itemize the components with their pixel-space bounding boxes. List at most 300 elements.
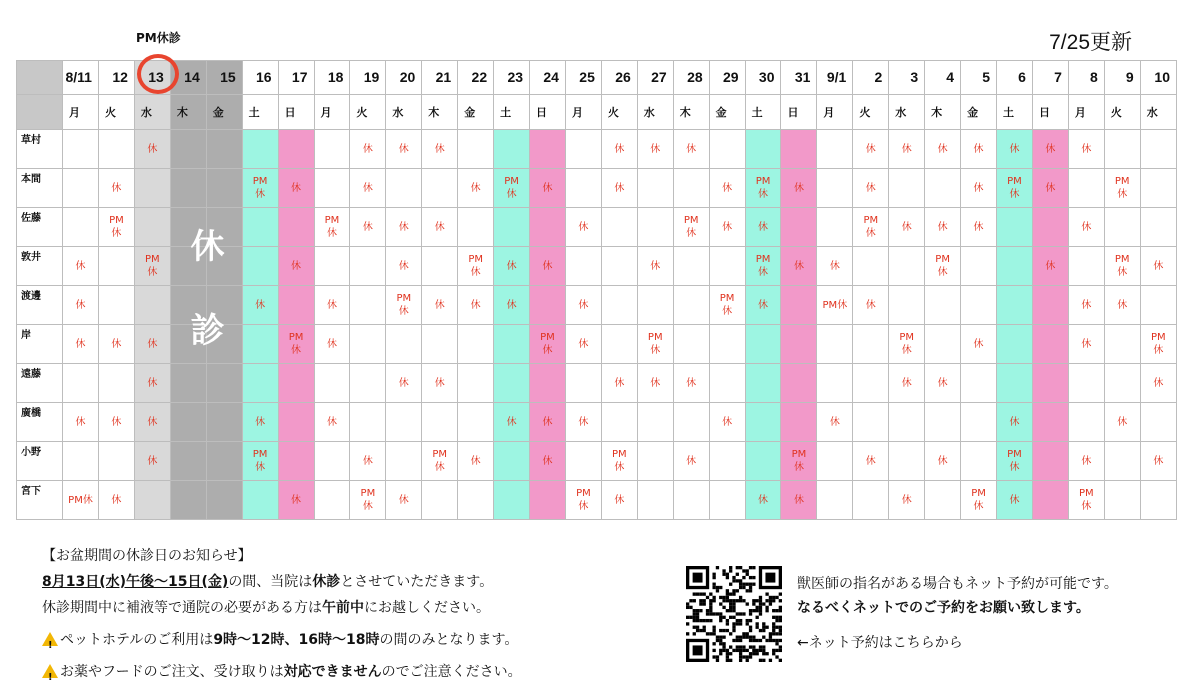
schedule-mark: 休 [147, 455, 158, 467]
schedule-mark: 休 [1081, 299, 1092, 311]
schedule-cell [1032, 286, 1068, 325]
schedule-mark: PM [396, 293, 412, 304]
schedule-cell [781, 403, 817, 442]
schedule-cell [961, 403, 997, 442]
schedule-cell [314, 481, 350, 520]
schedule-mark: 休 [758, 267, 769, 278]
schedule-cell [314, 403, 350, 442]
schedule-cell [530, 364, 566, 403]
schedule-mark: 休 [506, 416, 517, 428]
schedule-mark: 休 [758, 189, 769, 200]
schedule-mark: 休 [758, 299, 769, 311]
schedule-cell [997, 169, 1033, 208]
schedule-cell [530, 169, 566, 208]
schedule-cell [494, 169, 530, 208]
obon-notice [42, 543, 522, 685]
schedule-cell [98, 247, 134, 286]
schedule-cell [530, 286, 566, 325]
schedule-cell [314, 208, 350, 247]
schedule-cell [1032, 247, 1068, 286]
schedule-mark: 休 [650, 345, 661, 356]
weekday-cell: 土 [745, 95, 781, 130]
schedule-cell [781, 247, 817, 286]
weekday-cell: 木 [170, 95, 206, 130]
schedule-mark: PM [468, 254, 483, 265]
staff-name: 遠藤 [17, 364, 63, 403]
online-line-2: なるべくネットでのご予約をお願い致します。 [797, 600, 1090, 616]
schedule-cell [781, 481, 817, 520]
schedule-cell [242, 364, 278, 403]
schedule-mark: 休 [865, 228, 876, 239]
schedule-mark: 休 [362, 501, 373, 512]
schedule-mark: 休 [326, 338, 337, 350]
schedule-cell [494, 247, 530, 286]
date-cell: 19 [350, 61, 386, 95]
schedule-cell [1140, 364, 1176, 403]
schedule-cell [565, 364, 601, 403]
schedule-cell [1140, 208, 1176, 247]
schedule-cell [853, 247, 889, 286]
schedule-cell [889, 130, 925, 169]
schedule-cell [889, 247, 925, 286]
schedule-cell [458, 130, 494, 169]
schedule-mark: 休 [973, 143, 984, 155]
schedule-cell [63, 169, 99, 208]
date-cell: 10 [1140, 61, 1176, 95]
schedule-cell [637, 130, 673, 169]
schedule-cell [458, 481, 494, 520]
schedule-cell [601, 403, 637, 442]
schedule-mark: 休 [362, 221, 373, 233]
schedule-cell [817, 286, 853, 325]
schedule-mark: 休 [937, 267, 948, 278]
schedule-mark: 休 [542, 260, 553, 272]
schedule-mark: PM [1007, 176, 1022, 187]
schedule-cell [565, 286, 601, 325]
schedule-cell [997, 403, 1033, 442]
schedule-mark: 休 [1117, 267, 1128, 278]
schedule-cell [565, 442, 601, 481]
schedule-mark: 休 [614, 377, 625, 389]
schedule-cell [458, 208, 494, 247]
schedule-mark: PM [540, 332, 555, 343]
schedule-mark: 休 [255, 299, 266, 311]
weekday-cell: 火 [601, 95, 637, 130]
schedule-cell [817, 130, 853, 169]
notice-line-1: 8月13日(水)午後〜15日(金)の間、当院は休診とさせていただきます。 [42, 574, 494, 590]
date-cell: 20 [386, 61, 422, 95]
schedule-mark: 休 [291, 260, 302, 272]
weekday-cell: 日 [781, 95, 817, 130]
schedule-cell [530, 208, 566, 247]
schedule-cell [601, 130, 637, 169]
schedule-mark: PM [1151, 332, 1166, 343]
schedule-cell [206, 403, 242, 442]
weekday-cell: 金 [709, 95, 745, 130]
schedule-cell [386, 208, 422, 247]
schedule-cell [745, 481, 781, 520]
schedule-mark: 休 [111, 182, 122, 194]
schedule-cell [889, 208, 925, 247]
staff-name: 宮下 [17, 481, 63, 520]
date-cell: 25 [565, 61, 601, 95]
schedule-cell [134, 364, 170, 403]
schedule-cell [350, 169, 386, 208]
schedule-cell [709, 208, 745, 247]
date-cell: 12 [98, 61, 134, 95]
schedule-mark: PM [1114, 176, 1130, 187]
schedule-cell [63, 286, 99, 325]
staff-name: 廣橋 [17, 403, 63, 442]
schedule-cell [134, 403, 170, 442]
schedule-cell [314, 364, 350, 403]
schedule-cell [889, 403, 925, 442]
schedule-cell [637, 169, 673, 208]
schedule-cell [206, 481, 242, 520]
weekday-cell: 火 [1104, 95, 1140, 130]
schedule-mark: 休 [865, 455, 876, 467]
schedule-cell [925, 403, 961, 442]
schedule-mark: 休 [470, 267, 481, 278]
header-corner [17, 61, 63, 95]
schedule-mark: 休 [614, 182, 625, 194]
schedule-cell [134, 247, 170, 286]
weekday-cell: 水 [1140, 95, 1176, 130]
schedule-cell [350, 403, 386, 442]
schedule-cell [1068, 325, 1104, 364]
schedule-cell [961, 286, 997, 325]
schedule-cell [1068, 247, 1104, 286]
date-cell: 2 [853, 61, 889, 95]
schedule-cell [422, 130, 458, 169]
schedule-mark: 休 [147, 377, 158, 389]
schedule-mark: 休 [937, 455, 948, 467]
schedule-cell [458, 247, 494, 286]
weekday-cell: 月 [817, 95, 853, 130]
schedule-mark: 休 [1009, 189, 1020, 200]
schedule-cell [1032, 169, 1068, 208]
warning-icon [42, 632, 58, 646]
schedule-cell [673, 247, 709, 286]
weekday-cell: 月 [63, 95, 99, 130]
date-cell: 9/1 [817, 61, 853, 95]
schedule-cell [601, 364, 637, 403]
schedule-cell [925, 481, 961, 520]
online-line-1: 獣医師の指名がある場合もネット予約が可能です。 [797, 576, 1118, 592]
date-cell: 23 [494, 61, 530, 95]
schedule-mark: 休 [973, 338, 984, 350]
schedule-cell [673, 169, 709, 208]
schedule-cell [925, 247, 961, 286]
schedule-cell [853, 286, 889, 325]
schedule-mark: 休 [865, 143, 876, 155]
date-header-row [17, 61, 1177, 95]
schedule-cell [601, 208, 637, 247]
schedule-cell [350, 286, 386, 325]
schedule-cell [817, 208, 853, 247]
schedule-mark: 休 [865, 182, 876, 194]
schedule-cell [673, 130, 709, 169]
schedule-cell [386, 247, 422, 286]
weekday-cell: 月 [565, 95, 601, 130]
weekday-cell: 金 [206, 95, 242, 130]
schedule-cell [1068, 442, 1104, 481]
schedule-mark: 休 [147, 267, 158, 278]
schedule-cell [565, 481, 601, 520]
schedule-cell [422, 247, 458, 286]
schedule-cell [422, 364, 458, 403]
schedule-mark: 休 [686, 455, 697, 467]
schedule-cell [458, 403, 494, 442]
schedule-cell [242, 169, 278, 208]
schedule-cell [314, 442, 350, 481]
schedule-cell [565, 208, 601, 247]
weekday-cell: 水 [889, 95, 925, 130]
schedule-mark: PM [1007, 449, 1022, 460]
schedule-cell [458, 442, 494, 481]
schedule-mark: PM [252, 176, 268, 187]
weekday-cell: 日 [1032, 95, 1068, 130]
schedule-cell [422, 442, 458, 481]
schedule-mark: 休 [434, 221, 445, 233]
schedule-mark: 休 [686, 143, 697, 155]
schedule-mark: 休 [686, 377, 697, 389]
schedule-mark: 休 [255, 416, 266, 428]
schedule-cell [206, 130, 242, 169]
schedule-cell [1032, 208, 1068, 247]
date-cell: 17 [278, 61, 314, 95]
schedule-cell [745, 403, 781, 442]
schedule-cell [565, 130, 601, 169]
schedule-mark: 休 [578, 416, 589, 428]
schedule-cell [1104, 442, 1140, 481]
schedule-cell [494, 286, 530, 325]
schedule-mark: 休 [506, 189, 517, 200]
schedule-cell [63, 364, 99, 403]
schedule-mark: PM [288, 332, 304, 343]
schedule-cell [350, 481, 386, 520]
notice-hotel: !ペットホテルのご利用は9時〜12時、16時〜18時の間のみとなります。 [42, 627, 522, 653]
schedule-cell [601, 325, 637, 364]
qr-code-icon[interactable] [686, 566, 782, 662]
schedule-cell [817, 325, 853, 364]
schedule-cell [1068, 364, 1104, 403]
schedule-mark: 休 [362, 143, 373, 155]
schedule-cell [134, 169, 170, 208]
closed-overlay [172, 205, 243, 373]
weekday-cell: 木 [925, 95, 961, 130]
schedule-cell [745, 442, 781, 481]
date-cell: 6 [997, 61, 1033, 95]
schedule-cell [781, 208, 817, 247]
schedule-cell [1068, 286, 1104, 325]
schedule-mark: 休 [722, 306, 733, 317]
schedule-mark: PM [971, 488, 986, 499]
date-cell: 31 [781, 61, 817, 95]
schedule-mark: PM [1114, 254, 1130, 265]
online-booking-link[interactable]: ←ネット予約はこちらから [797, 635, 963, 651]
schedule-cell [637, 364, 673, 403]
schedule-mark: 休 [1081, 143, 1092, 155]
schedule-cell [1068, 208, 1104, 247]
online-booking-info [797, 572, 1118, 620]
schedule-mark: 休 [542, 345, 553, 356]
schedule-mark: PM休 [822, 299, 848, 311]
schedule-mark: 休 [1117, 299, 1128, 311]
schedule-mark: 休 [75, 416, 86, 428]
schedule-mark: 休 [793, 182, 804, 194]
schedule-cell [745, 169, 781, 208]
schedule-cell [350, 247, 386, 286]
schedule-mark: 休 [75, 299, 86, 311]
schedule-mark: 休 [937, 221, 948, 233]
schedule-cell [63, 247, 99, 286]
schedule-mark: 休 [470, 182, 481, 194]
schedule-cell [422, 169, 458, 208]
schedule-mark: 休 [722, 416, 733, 428]
schedule-cell [601, 247, 637, 286]
schedule-mark: 休 [578, 221, 589, 233]
schedule-cell [98, 364, 134, 403]
schedule-cell [530, 325, 566, 364]
schedule-cell [961, 169, 997, 208]
schedule-cell [637, 325, 673, 364]
schedule-cell [925, 130, 961, 169]
schedule-cell [494, 403, 530, 442]
schedule-mark: 休 [291, 182, 302, 194]
schedule-cell [1032, 130, 1068, 169]
schedule-cell [494, 208, 530, 247]
schedule-mark: 休 [686, 228, 697, 239]
schedule-cell [853, 208, 889, 247]
date-cell: 29 [709, 61, 745, 95]
schedule-mark: 休 [470, 455, 481, 467]
schedule-cell [745, 130, 781, 169]
schedule-cell [458, 169, 494, 208]
schedule-mark: PM [755, 176, 771, 187]
schedule-mark: 休 [614, 143, 625, 155]
schedule-cell [601, 286, 637, 325]
schedule-cell [1068, 169, 1104, 208]
schedule-mark: PM [324, 215, 340, 226]
schedule-cell [242, 403, 278, 442]
schedule-mark: 休 [362, 182, 373, 194]
staff-row [17, 130, 1177, 169]
schedule-cell [134, 442, 170, 481]
schedule-cell [242, 247, 278, 286]
schedule-cell [206, 169, 242, 208]
staff-name: 敦井 [17, 247, 63, 286]
staff-row [17, 442, 1177, 481]
schedule-cell [98, 481, 134, 520]
weekday-cell: 水 [637, 95, 673, 130]
weekday-cell: 火 [98, 95, 134, 130]
date-cell: 16 [242, 61, 278, 95]
schedule-mark: 休 [326, 299, 337, 311]
schedule-cell [781, 442, 817, 481]
schedule-mark: 休 [398, 494, 409, 506]
staff-name: 小野 [17, 442, 63, 481]
schedule-mark: 休 [398, 143, 409, 155]
schedule-cell [63, 208, 99, 247]
schedule-cell [170, 169, 206, 208]
schedule-cell [98, 325, 134, 364]
schedule-cell [1104, 364, 1140, 403]
schedule-mark: 休 [255, 462, 266, 473]
schedule-cell [530, 481, 566, 520]
schedule-cell [745, 208, 781, 247]
schedule-cell [242, 325, 278, 364]
schedule-cell [170, 403, 206, 442]
schedule-cell [278, 208, 314, 247]
schedule-cell [1104, 247, 1140, 286]
schedule-mark: 休 [1153, 377, 1164, 389]
schedule-cell [422, 403, 458, 442]
schedule-mark: 休 [614, 462, 625, 473]
schedule-cell [386, 364, 422, 403]
weekday-cell: 土 [494, 95, 530, 130]
schedule-cell [1068, 403, 1104, 442]
schedule-cell [1068, 130, 1104, 169]
weekday-cell: 木 [422, 95, 458, 130]
schedule-cell [925, 442, 961, 481]
schedule-mark: 休 [506, 260, 517, 272]
date-cell: 9 [1104, 61, 1140, 95]
date-cell: 13 [134, 61, 170, 95]
schedule-cell [709, 169, 745, 208]
weekday-cell: 土 [242, 95, 278, 130]
notice-title: 【お盆期間の休診日のお知らせ】 [42, 548, 252, 564]
schedule-cell [889, 286, 925, 325]
schedule-mark: 休 [1081, 455, 1092, 467]
schedule-cell [494, 130, 530, 169]
schedule-cell [961, 481, 997, 520]
schedule-cell [170, 130, 206, 169]
schedule-mark: PM [109, 215, 124, 226]
schedule-cell [997, 442, 1033, 481]
schedule-mark: 休 [147, 338, 158, 350]
staff-name: 渡邊 [17, 286, 63, 325]
schedule-cell [853, 481, 889, 520]
date-cell: 14 [170, 61, 206, 95]
schedule-cell [63, 403, 99, 442]
weekday-header-row [17, 95, 1177, 130]
schedule-mark: PM [683, 215, 699, 226]
schedule-mark: 休 [1153, 260, 1164, 272]
staff-name: 本間 [17, 169, 63, 208]
schedule-mark: PM [755, 254, 771, 265]
schedule-mark: 休 [973, 221, 984, 233]
weekday-cell: 金 [458, 95, 494, 130]
weekday-cell: 月 [1068, 95, 1104, 130]
schedule-cell [350, 364, 386, 403]
schedule-cell [242, 208, 278, 247]
schedule-cell [925, 325, 961, 364]
schedule-mark: 休 [111, 338, 122, 350]
schedule-cell [206, 442, 242, 481]
schedule-mark: 休 [398, 306, 409, 317]
schedule-cell [673, 208, 709, 247]
schedule-cell [350, 442, 386, 481]
schedule-mark: PM [647, 332, 663, 343]
schedule-mark: 休 [901, 221, 912, 233]
schedule-mark: PM [252, 449, 268, 460]
schedule-mark: 休 [758, 221, 769, 233]
schedule-cell [673, 481, 709, 520]
schedule-cell [530, 403, 566, 442]
schedule-cell [1104, 169, 1140, 208]
schedule-cell [314, 169, 350, 208]
